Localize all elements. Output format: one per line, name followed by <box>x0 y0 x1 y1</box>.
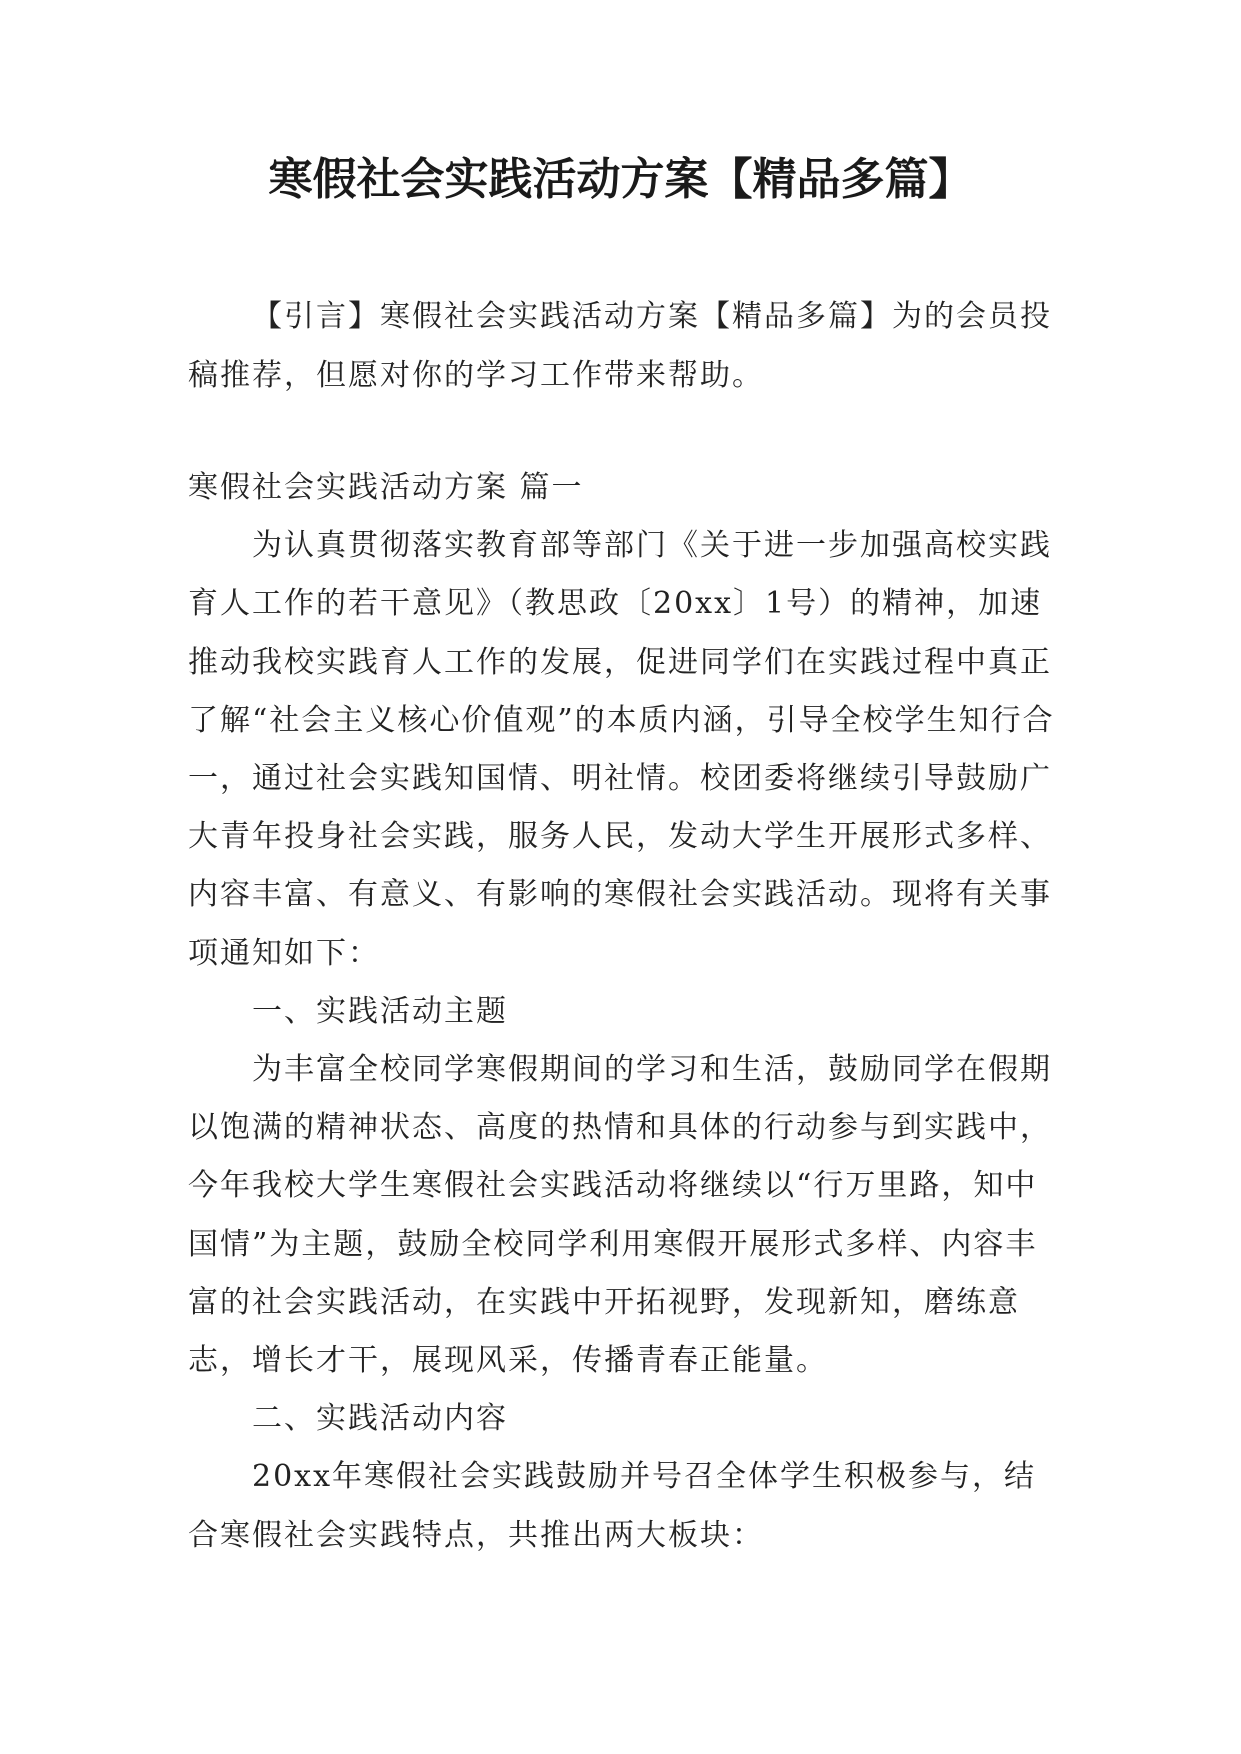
document-title: 寒假社会实践活动方案【精品多篇】 <box>268 154 973 205</box>
body-paragraph: 为认真贯彻落实教育部等部门《关于进一步加强高校实践育人工作的若干意见》（教思政〔20xx〕1号）的精神，加速推动我校实践育人工作的发展，促进同学们在实践过程中真正了解“社会主义核心价值观”的本质内涵，引导全校学生知行合一，通过社会实践知国情、明社情。校团委将继续引导鼓励广大青年投身社会实践，服务人民，发动大学生开展形式多样、内容丰富、有意义、有影响的寒假社会实践活动。现将有关事项通知如下： <box>188 528 1055 971</box>
intro-paragraph: 【引言】寒假社会实践活动方案【精品多篇】为的会员投稿推荐，但愿对你的学习工作带来帮助。 <box>188 299 1052 393</box>
body-paragraph: 20xx年寒假社会实践鼓励并号召全体学生积极参与，结合寒假社会实践特点，共推出两大板块： <box>188 1459 1037 1553</box>
subheading-content: 二、实践活动内容 <box>252 1401 508 1437</box>
document-body <box>188 459 1060 1565</box>
subheading-theme: 一、实践活动主题 <box>252 993 508 1029</box>
section-title: 寒假社会实践活动方案 篇一 <box>188 470 584 505</box>
body-paragraph: 为丰富全校同学寒假期间的学习和生活，鼓励同学在假期以饱满的精神状态、高度的热情和具体的行动参与到实践中，今年我校大学生寒假社会实践活动将继续以“行万里路，知中国情”为主题，鼓励全校同学利用寒假开展形式多样、内容丰富的社会实践活动，在实践中开拓视野，发现新知，磨练意志，增长才干，展现风采，传播青春正能量。 <box>188 1052 1052 1379</box>
